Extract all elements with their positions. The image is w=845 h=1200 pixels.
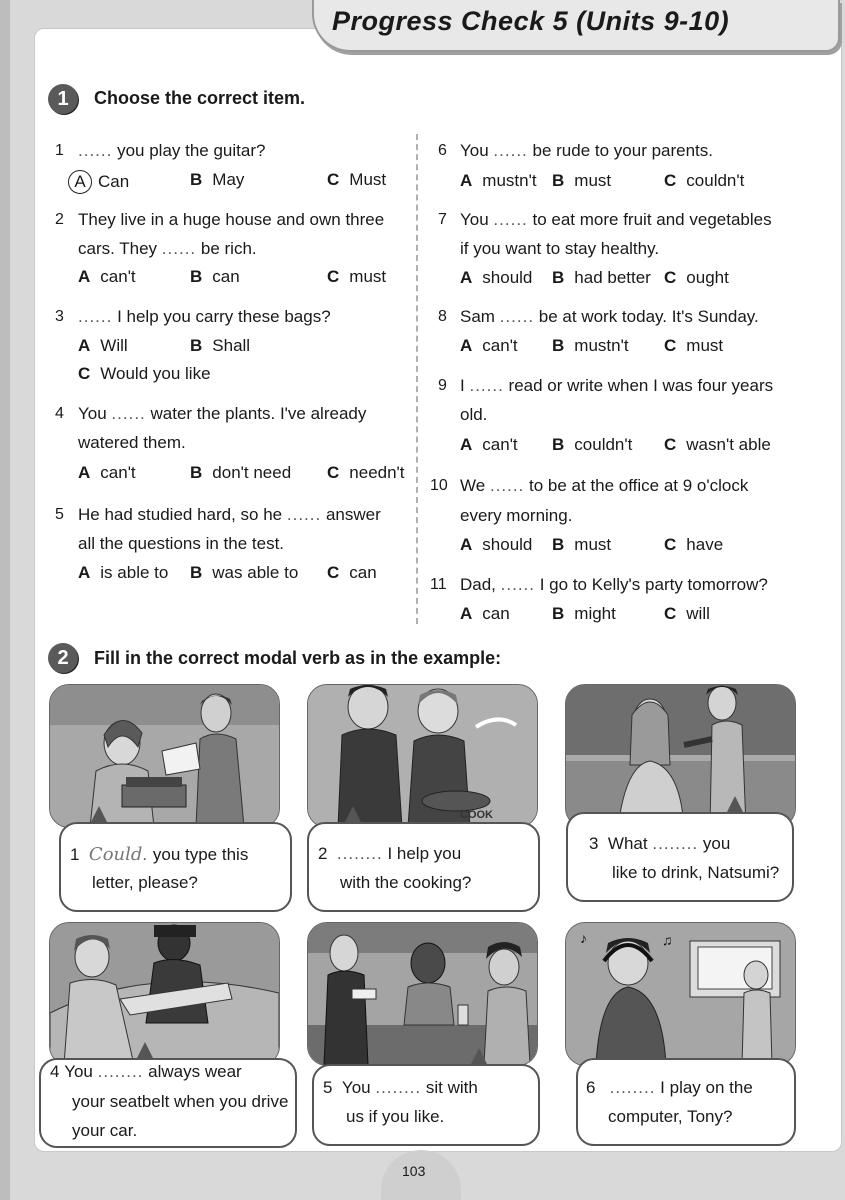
item-4-line2: your seatbelt when you drive [72,1092,289,1111]
blank: ........ [336,844,383,863]
question-4-text-line2: watered them. [78,433,186,452]
question-4-number: 4 [55,405,64,422]
item-4-line1: 4 You ........ always wear [50,1062,242,1081]
question-6-option-b[interactable]: B must [552,171,612,190]
question-2-text-line2: cars. They ...... be rich. [78,239,257,258]
question-7-text: You ...... to eat more fruit and vegetables [460,210,772,229]
item-5-line2: us if you like. [346,1107,445,1126]
question-9-option-c[interactable]: C wasn't able [664,435,771,454]
question-1-option-a[interactable]: A Can [72,170,129,194]
item-6-line2: computer, Tony? [608,1107,733,1126]
blank: ........ [375,1078,422,1097]
item-3-line1: 3 What ........ you [589,834,731,853]
blank: ........ [652,834,699,853]
question-11-option-a[interactable]: A can [460,604,510,623]
question-10-number: 10 [430,477,448,494]
question-5-option-c[interactable]: C can [327,563,377,582]
speech-bubble-6 [576,1058,796,1146]
question-9-text: I ...... read or write when I was four years [460,376,774,395]
question-5-number: 5 [55,506,64,523]
item-6-line1: 6 ........ I play on the [586,1078,753,1097]
question-11-option-c[interactable]: C will [664,604,710,623]
question-4-option-a[interactable]: A can't [78,463,136,482]
question-6-text: You ...... be rude to your parents. [460,141,714,160]
question-6-option-c[interactable]: C couldn't [664,171,745,190]
question-3-option-a[interactable]: A Will [78,336,128,355]
question-8-text: Sam ...... be at work today. It's Sunday. [460,307,759,326]
item-4-line3: your car. [72,1121,138,1140]
speech-bubble-3 [566,812,794,902]
speech-bubble-tail [726,796,744,814]
question-10-text: We ...... to be at the office at 9 o'clock [460,476,749,495]
question-8-option-c[interactable]: C must [664,336,724,355]
question-7-text-line2: if you want to stay healthy. [460,239,660,258]
item-2-line2: with the cooking? [340,873,472,892]
speech-bubble-tail [90,806,108,824]
illustration-3-conversation [565,684,796,828]
question-4-text: You ...... water the plants. I've already [78,404,367,423]
illustration-5-lunch [307,922,538,1066]
exercise-1-number: 1 [48,84,78,114]
question-11-text: Dad, ...... I go to Kelly's party tomorrow? [460,575,768,594]
illustration-4-car [49,922,280,1066]
blank: ...... [493,141,528,160]
question-4-option-b[interactable]: B don't need [190,463,292,482]
blank: ...... [469,376,504,395]
question-9-text-line2: old. [460,405,488,424]
question-5-text-line2: all the questions in the test. [78,534,285,553]
speech-bubble-2 [307,822,540,912]
item-2-line1: 2 ........ I help you [318,844,462,863]
question-6-option-a[interactable]: A mustn't [460,171,537,190]
illustration-6-music [565,922,796,1066]
blank: ...... [78,307,113,326]
speech-bubble-tail [344,806,362,824]
speech-bubble-tail [470,1048,488,1066]
item-3-line2: like to drink, Natsumi? [612,863,780,882]
svg-text:♪: ♪ [580,930,587,946]
question-1-option-b[interactable]: B May [190,170,245,189]
illustration-1-office [49,684,280,828]
page-title: Progress Check 5 (Units 9-10) [332,6,730,36]
exercise-1-instruction: Choose the correct item. [94,88,306,108]
illustration-2-cooking [307,684,538,828]
question-8-option-a[interactable]: A can't [460,336,518,355]
question-7-number: 7 [438,211,447,228]
speech-bubble-5 [312,1064,540,1146]
blank: ........ [97,1062,144,1081]
svg-text:♫: ♫ [662,932,673,948]
question-3-number: 3 [55,308,64,325]
question-9-number: 9 [438,377,447,394]
question-5-option-a[interactable]: A is able to [78,563,169,582]
item-5-line1: 5 You ........ sit with [323,1078,478,1097]
exercise-2-instruction: Fill in the correct modal verb as in the example: [94,648,502,668]
question-8-option-b[interactable]: B mustn't [552,336,629,355]
question-1-text: ...... you play the guitar? [78,141,266,160]
question-10-option-a[interactable]: A should [460,535,533,554]
question-1-number: 1 [55,142,64,159]
blank: ...... [489,476,525,495]
question-10-text-line2: every morning. [460,506,573,525]
page-number: 103 [402,1163,426,1179]
pan-label: COOK [460,809,493,821]
question-10-option-c[interactable]: C have [664,535,724,554]
question-6-number: 6 [438,142,447,159]
question-7-option-a[interactable]: A should [460,268,533,287]
question-2-text: They live in a huge house and own three [78,210,385,229]
question-11-option-b[interactable]: B might [552,604,616,623]
question-11-number: 11 [430,576,447,593]
question-9-option-b[interactable]: B couldn't [552,435,633,454]
speech-bubble-tail [616,1042,634,1060]
question-2-option-a[interactable]: A can't [78,267,136,286]
blank: ...... [499,307,535,326]
question-3-text: ...... I help you carry these bags? [78,307,331,326]
blank: ...... [111,404,146,423]
blank: ...... [286,505,322,524]
blank: ........ [609,1078,656,1097]
question-4-option-c[interactable]: C needn't [327,463,405,482]
blank: ...... [78,141,113,160]
exercise-2-number: 2 [48,643,78,673]
circled-answer-marker: A [68,170,92,194]
blank: ...... [500,575,535,594]
question-2-number: 2 [55,211,64,228]
question-3-option-c[interactable]: C Would you like [78,364,211,383]
question-7-option-b[interactable]: B had better [552,268,651,287]
question-9-option-a[interactable]: A can't [460,435,518,454]
blank: ...... [161,239,197,258]
speech-bubble-1 [59,822,292,912]
question-10-option-b[interactable]: B must [552,535,612,554]
item-1-line1: 1 Could. you type this [70,844,249,865]
question-5-text: He had studied hard, so he ...... answer [78,505,381,524]
column-divider [416,134,418,624]
question-7-option-c[interactable]: C ought [664,268,729,287]
question-5-option-b[interactable]: B was able to [190,563,299,582]
blank: ...... [493,210,528,229]
question-8-number: 8 [438,308,447,325]
example-answer: Could [88,844,143,865]
speech-bubble-tail [136,1042,154,1060]
item-1-line2: letter, please? [92,873,198,892]
question-2-option-c[interactable]: C must [327,267,387,286]
question-3-option-b[interactable]: B Shall [190,336,251,355]
question-1-option-c[interactable]: C Must [327,170,387,189]
question-2-option-b[interactable]: B can [190,267,240,286]
book-spine [0,0,10,1200]
